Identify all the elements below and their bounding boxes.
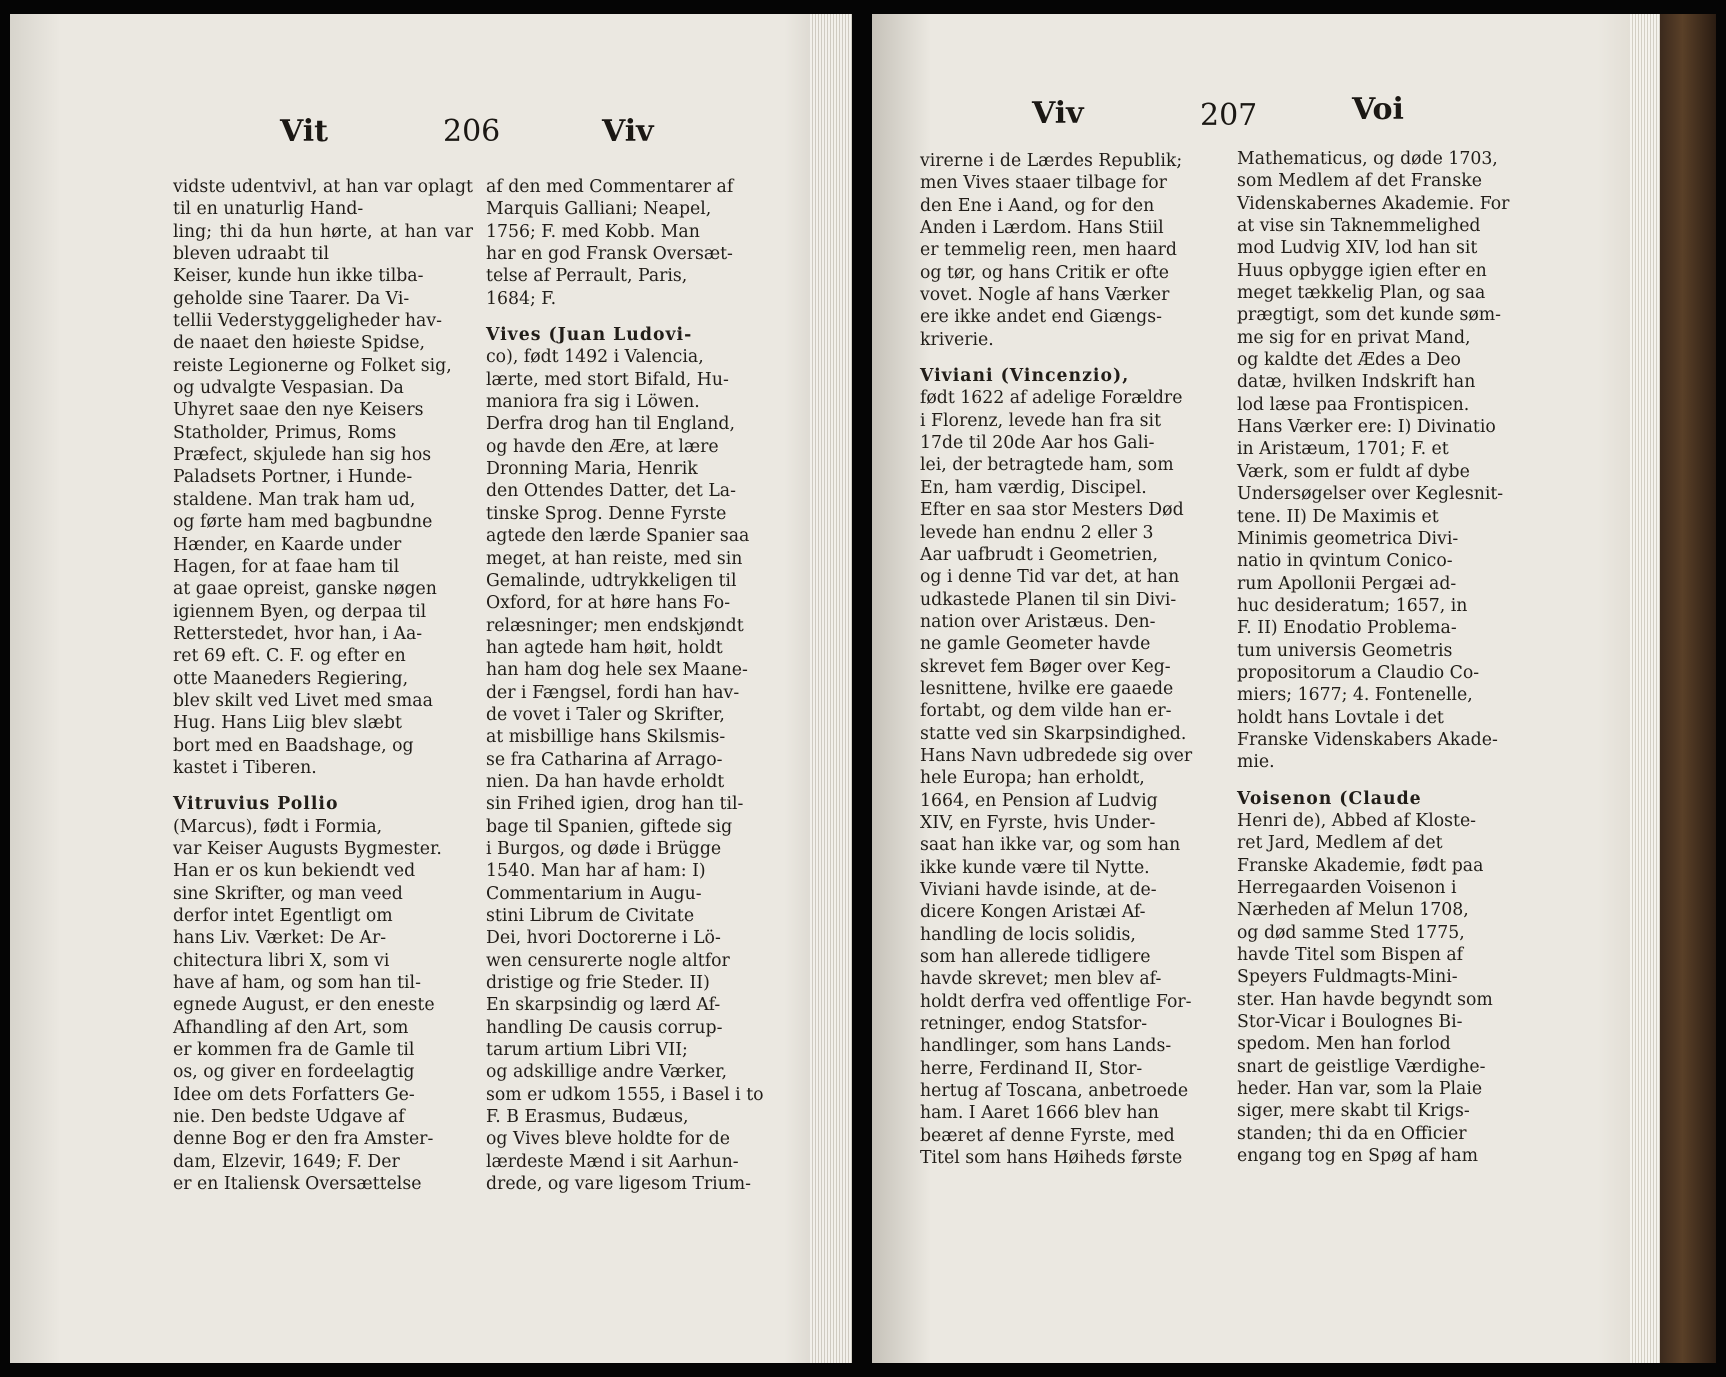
headword: Voisenon (Claude: [1237, 788, 1422, 809]
text-line: og førte ham med bagbundne: [173, 512, 433, 533]
text-line: propositorum a Claudio Co-: [1237, 662, 1480, 683]
text-line: Henri de), Abbed af Kloste-: [1237, 810, 1477, 831]
text-line: og Vives bleve holdte for de: [486, 1129, 730, 1150]
text-line: Nærheden af Melun 1708,: [1237, 900, 1469, 921]
text-line: Videnskabernes Akademie. For: [1237, 193, 1510, 214]
text-line: Idee om dets Forfatters Ge-: [173, 1084, 415, 1105]
text-line: i Florenz, levede han fra sit: [920, 410, 1162, 431]
text-line: lei, der betragtede ham, som: [920, 455, 1174, 476]
text-line: Uhyret saae den nye Keisers: [173, 400, 424, 421]
headword: Vitruvius Pollio: [173, 794, 339, 815]
text-line: 1540. Man har af ham: I): [486, 861, 706, 882]
text-line: handling De causis corrup-: [486, 1017, 723, 1038]
text-line: har en god Fransk Oversæt-: [486, 244, 733, 265]
text-line: ere ikke andet end Giængs-: [920, 307, 1162, 328]
running-head-left: Viv: [1032, 96, 1084, 131]
text-line: handling de locis solidis,: [920, 924, 1136, 945]
text-line: spedom. Men han forlod: [1237, 1034, 1451, 1055]
text-line: er en Italiensk Oversættelse: [173, 1174, 422, 1195]
text-line: Speyers Fuldmagts-Mini-: [1237, 967, 1458, 988]
text-line: huc desideratum; 1657, in: [1237, 595, 1468, 616]
text-line: ret 69 eft. C. F. og efter en: [173, 646, 406, 667]
text-line: Hagen, for at faae ham til: [173, 556, 400, 577]
text-line: Dronning Maria, Henrik: [486, 459, 698, 480]
text-line: tene. II) De Maximis et: [1237, 506, 1439, 527]
text-line: geholde sine Taarer. Da Vi-: [173, 288, 410, 309]
text-line: have af ham, og som han til-: [173, 973, 421, 994]
text-line: sine Skrifter, og man veed: [173, 883, 403, 904]
text-line: Commentarium in Augu-: [486, 883, 702, 904]
text-line: statte ved sin Skarpsindighed.: [920, 723, 1187, 744]
text-line: og død samme Sted 1775,: [1237, 922, 1465, 943]
text-line: lærte, med stort Bifald, Hu-: [486, 369, 729, 390]
text-line: nie. Den bedste Udgave af: [173, 1107, 405, 1128]
text-line: in Aristæum, 1701; F. et: [1237, 439, 1449, 460]
running-head-right: Viv: [602, 114, 654, 149]
text-line: telse af Perrault, Paris,: [486, 266, 688, 287]
text-line: og i denne Tid var det, at han: [920, 567, 1180, 588]
text-line: Titel som hans Høiheds første: [920, 1148, 1183, 1169]
entry-headword: [486, 324, 782, 346]
text-line: meget, at han reiste, med sin: [486, 548, 743, 569]
text-line: co), født 1492 i Valencia,: [486, 347, 704, 368]
text-line: Hans Navn udbredede sig over: [920, 745, 1193, 766]
text-line: saat han ikke var, og som han: [920, 835, 1181, 856]
text-line: at misbillige hans Skilsmis-: [486, 727, 726, 748]
text-line: levede han endnu 2 eller 3: [920, 522, 1154, 543]
text-line: maniora fra sig i Löwen.: [486, 392, 700, 413]
text-line: som han allerede tidligere: [920, 947, 1151, 968]
text-line: datæ, hvilken Indskrift han: [1237, 372, 1476, 393]
text-line: var Keiser Augusts Bygmester.: [173, 838, 442, 859]
text-line: dicere Kongen Aristæi Af-: [920, 902, 1146, 923]
text-column: [173, 176, 473, 1195]
text-line: er kommen fra de Gamle til: [173, 1040, 415, 1061]
entry-headword: [1237, 788, 1533, 810]
page-number: 206: [443, 114, 501, 149]
text-line: denne Bog er den fra Amster-: [173, 1129, 434, 1150]
text-line: nien. Da han havde erholdt: [486, 771, 725, 792]
text-line: miers; 1677; 4. Fontenelle,: [1237, 685, 1473, 706]
text-line: der i Fængsel, fordi han hav-: [486, 682, 740, 703]
text-line: mod Ludvig XIV, lod han sit: [1237, 238, 1478, 259]
entry-headword: [173, 793, 473, 815]
text-line: som er udkom 1555, i Basel i to: [486, 1084, 764, 1105]
text-column: [1237, 148, 1533, 1167]
text-line: og havde den Ære, at lære: [486, 436, 719, 457]
text-line: chitectura libri X, som vi: [173, 950, 390, 971]
text-line: lærdeste Mænd i sit Aarhun-: [486, 1151, 739, 1172]
running-head-right: Voi: [1352, 92, 1404, 127]
text-line: Huus opbygge igien efter en: [1237, 260, 1487, 281]
text-line: siger, mere skabt til Krigs-: [1237, 1101, 1470, 1122]
text-line: ster. Han havde begyndt som: [1237, 989, 1493, 1010]
text-line: udkastede Planen til sin Divi-: [920, 589, 1177, 610]
text-line: lesnittene, hvilke ere gaaede: [920, 678, 1174, 699]
page-edge: [810, 14, 852, 1363]
text-line: drede, og vare ligesom Trium-: [486, 1174, 751, 1195]
text-line: tellii Vederstyggeligheder hav-: [173, 311, 442, 332]
text-line: havde skrevet; men blev af-: [920, 969, 1162, 990]
text-line: Hans Værker ere: I) Divinatio: [1237, 417, 1496, 438]
text-line: otte Maaneders Regiering,: [173, 668, 409, 689]
entry-headword: [920, 365, 1220, 387]
text-line: nation over Aristæus. Den-: [920, 611, 1156, 632]
text-line: bage til Spanien, giftede sig: [486, 816, 733, 837]
text-line: natio in qvintum Conico-: [1237, 551, 1453, 572]
text-line: snart de geistlige Værdighe-: [1237, 1056, 1486, 1077]
text-line: Undersøgelser over Keglesnit-: [1237, 484, 1504, 505]
text-line: ikke kunde være til Nytte.: [920, 857, 1150, 878]
text-line: født 1622 af adelige Forældre: [920, 388, 1183, 409]
text-line: skrevet fem Bøger over Keg-: [920, 656, 1171, 677]
text-line: En skarpsindig og lærd Af-: [486, 995, 721, 1016]
text-line: 17de til 20de Aar hos Gali-: [920, 433, 1155, 454]
text-line: agtede den lærde Spanier saa: [486, 526, 750, 547]
text-line: Hug. Hans Liig blev slæbt: [173, 713, 402, 734]
text-line: dam, Elzevir, 1649; F. Der: [173, 1151, 400, 1172]
text-line: og adskillige andre Værker,: [486, 1062, 727, 1083]
text-line: Herregaarden Voisenon i: [1237, 878, 1457, 898]
text-line: ret Jard, Medlem af det: [1237, 833, 1443, 854]
text-line: Hænder, en Kaarde under: [173, 534, 402, 555]
text-line: Franske Akademie, født paa: [1237, 855, 1484, 876]
text-line: En, ham værdig, Discipel.: [920, 477, 1147, 498]
text-line: at vise sin Taknemmelighed: [1237, 216, 1481, 237]
text-line: hans Liv. Værket: De Ar-: [173, 928, 387, 949]
text-line: Efter en saa stor Mesters Død: [920, 500, 1184, 521]
text-line: retninger, endog Statsfor-: [920, 1014, 1148, 1035]
text-line: Franske Videnskabers Akade-: [1237, 729, 1498, 750]
text-line: stini Librum de Civitate: [486, 906, 695, 926]
text-line: den Ottendes Datter, det La-: [486, 481, 736, 502]
text-line: Stor-Vicar i Boulognes Bi-: [1237, 1012, 1463, 1033]
text-line: prægtigt, som det kunde søm-: [1237, 305, 1501, 326]
left-page-scan: [10, 14, 852, 1363]
text-line: XIV, en Fyrste, hvis Under-: [920, 812, 1156, 833]
text-column: [920, 150, 1220, 1169]
text-line: af den med Commentarer af: [486, 177, 734, 197]
text-line: dristige og frie Steder. II): [486, 973, 710, 994]
text-line: Minimis geometrica Divi-: [1237, 528, 1459, 549]
text-line: de naaet den høieste Spidse,: [173, 333, 425, 354]
text-line: fortabt, og dem vilde han er-: [920, 701, 1172, 722]
text-line: standen; thi da en Officier: [1237, 1123, 1467, 1144]
text-line: beæret af denne Fyrste, med: [920, 1125, 1175, 1146]
text-line: rum Apollonii Pergæi ad-: [1237, 573, 1457, 594]
text-line: 1664, en Pension af Ludvig: [920, 790, 1158, 811]
text-line: Keiser, kunde hun ikke tilba-: [173, 266, 424, 287]
text-line: er temmelig reen, men haard: [920, 240, 1177, 261]
text-line: Han er os kun bekiendt ved: [173, 861, 416, 882]
text-line: F. B Erasmus, Budæus,: [486, 1107, 689, 1128]
headword: Vives (Juan Ludovi-: [486, 325, 693, 346]
text-line: Mathematicus, og døde 1703,: [1237, 149, 1498, 169]
text-line: 1756; F. med Kobb. Man: [486, 221, 700, 242]
text-line: ham. I Aaret 1666 blev han: [920, 1103, 1159, 1124]
text-line: mie.: [1237, 752, 1275, 773]
text-line: vovet. Nogle af hans Værker: [920, 285, 1170, 306]
page-number: 207: [1200, 98, 1258, 133]
text-line: og udvalgte Vespasian. Da: [173, 378, 404, 399]
text-line: ne gamle Geometer havde: [920, 634, 1151, 655]
text-line: han agtede ham høit, holdt: [486, 637, 723, 658]
text-line: handlinger, som hans Lands-: [920, 1036, 1172, 1057]
text-line: Præfect, skjulede han sig hos: [173, 445, 432, 466]
text-line: blev skilt ved Livet med smaa: [173, 690, 433, 711]
text-line: holdt derfra ved offentlige For-: [920, 991, 1192, 1012]
text-line: virerne i de Lærdes Republik;: [920, 151, 1183, 171]
running-head-left: Vit: [280, 114, 329, 149]
text-line: reiste Legionerne og Folket sig,: [173, 355, 452, 376]
text-line: derfor intet Egentligt om: [173, 906, 393, 926]
text-line: og kaldte det Ædes a Deo: [1237, 350, 1461, 371]
text-line: han ham dog hele sex Maane-: [486, 660, 748, 681]
text-line: og tør, og hans Critik er ofte: [920, 262, 1169, 283]
text-line: Aar uafbrudt i Geometrien,: [920, 544, 1158, 565]
text-line: herre, Ferdinand II, Stor-: [920, 1058, 1143, 1079]
text-line: Marquis Galliani; Neapel,: [486, 199, 712, 220]
text-line: Anden i Lærdom. Hans Stiil: [920, 218, 1164, 239]
page-edge: [1630, 14, 1660, 1363]
text-line: at gaae opreist, ganske nøgen: [173, 579, 437, 600]
text-line: lod læse paa Frontispicen.: [1237, 394, 1470, 415]
text-line: meget tækkelig Plan, og saa: [1237, 283, 1486, 304]
headword: Viviani (Vincenzio),: [920, 366, 1130, 387]
text-column: [486, 176, 782, 1195]
text-line: os, og giver en fordeelagtig: [173, 1062, 415, 1083]
text-line: staldene. Man trak ham ud,: [173, 489, 416, 510]
text-line: Derfra drog han til England,: [486, 414, 735, 435]
text-line: ling; thi da hun hørte, at han var bleven udraabt til: [173, 221, 473, 265]
text-line: holdt hans Lovtale i det: [1237, 707, 1444, 728]
text-line: relæsninger; men endskjøndt: [486, 615, 744, 636]
text-line: Afhandling af den Art, som: [173, 1017, 409, 1038]
text-line: hele Europa; han erholdt,: [920, 768, 1145, 789]
text-line: 1684; F.: [486, 288, 557, 309]
text-line: me sig for en privat Mand,: [1237, 327, 1471, 348]
text-line: wen censurerte nogle altfor: [486, 950, 730, 971]
text-line: den Ene i Aand, og for den: [920, 195, 1155, 216]
text-line: de vovet i Taler og Skrifter,: [486, 704, 725, 725]
text-line: men Vives staaer tilbage for: [920, 173, 1167, 194]
text-line: se fra Catharina af Arrago-: [486, 749, 723, 770]
text-line: Statholder, Primus, Roms: [173, 422, 397, 443]
text-line: havde Titel som Bispen af: [1237, 945, 1464, 966]
text-line: Retterstedet, hvor han, i Aa-: [173, 623, 423, 644]
right-page-scan: [872, 14, 1716, 1363]
text-line: engang tog en Spøg af ham: [1237, 1146, 1479, 1167]
text-line: egnede August, er den eneste: [173, 995, 435, 1016]
book-cover-edge: [1660, 14, 1716, 1363]
text-line: Gemalinde, udtrykkeligen til: [486, 570, 737, 591]
text-line: Paladsets Portner, i Hunde-: [173, 467, 413, 488]
text-line: hertug af Toscana, anbetroede: [920, 1081, 1189, 1102]
text-line: Dei, hvori Doctorerne i Lö-: [486, 928, 721, 949]
text-line: Værk, som er fuldt af dybe: [1237, 461, 1470, 482]
text-line: heder. Han var, som la Plaie: [1237, 1079, 1483, 1100]
text-line: Oxford, for at høre hans Fo-: [486, 593, 731, 614]
text-line: tum universis Geometris: [1237, 640, 1453, 661]
text-line: F. II) Enodatio Problema-: [1237, 618, 1457, 639]
text-line: Viviani havde isinde, at de-: [920, 880, 1157, 900]
text-line: kriverie.: [920, 329, 994, 350]
text-line: bort med en Baadshage, og: [173, 735, 414, 756]
text-line: igiennem Byen, og derpaa til: [173, 601, 427, 622]
text-line: (Marcus), født i Formia,: [173, 816, 383, 837]
text-line: i Burgos, og døde i Brügge: [486, 838, 722, 859]
text-line: vidste udentvivl, at han var oplagt til en unaturlig Hand-: [173, 177, 473, 220]
text-line: tarum artium Libri VII;: [486, 1040, 688, 1061]
text-line: som Medlem af det Franske: [1237, 171, 1482, 192]
text-line: sin Frihed igien, drog han til-: [486, 794, 744, 815]
text-line: kastet i Tiberen.: [173, 757, 317, 778]
text-line: tinske Sprog. Denne Fyrste: [486, 503, 727, 524]
